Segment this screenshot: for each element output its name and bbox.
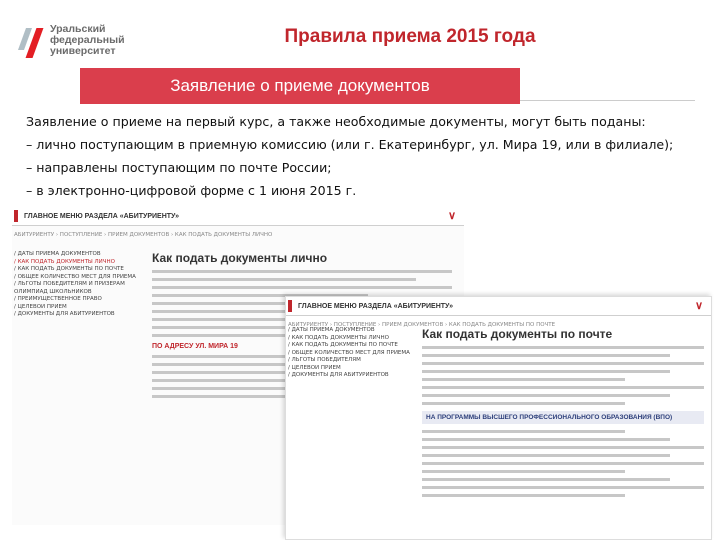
vpo-heading: НА ПРОГРАММЫ ВЫСШЕГО ПРОФЕССИОНАЛЬНОГО ОБРАЗОВАНИЯ (ВПО) [422,411,704,424]
text-placeholder [422,486,704,489]
text-placeholder [422,370,670,373]
sidebar-item[interactable]: / ОБЩЕЕ КОЛИЧЕСТВО МЕСТ ДЛЯ ПРИЕМА [14,273,136,280]
body-line: – направлены поступающим по почте России; [26,160,332,175]
body-line: Заявление о приеме на первый курс, а также необходимые документы, могут быть поданы: [26,114,646,129]
sidebar-item[interactable]: / КАК ПОДАТЬ ДОКУМЕНТЫ ПО ПОЧТЕ [288,342,398,348]
sidebar-item[interactable]: / ОБЩЕЕ КОЛИЧЕСТВО МЕСТ ДЛЯ ПРИЕМА [288,349,410,356]
text-placeholder [422,462,704,465]
logo-line: федеральный [50,34,125,46]
text-placeholder [422,386,704,389]
text-placeholder [152,278,416,281]
logo-line: Уральский [50,23,106,35]
sidebar-item[interactable]: / ДАТЫ ПРИЕМА ДОКУМЕНТОВ [14,251,101,257]
section-sidebar [14,251,138,319]
sidebar-item[interactable]: / КАК ПОДАТЬ ДОКУМЕНТЫ ПО ПОЧТЕ [14,266,124,272]
page-title: Правила приема 2015 года [284,26,536,47]
sidebar-item[interactable]: / ДАТЫ ПРИЕМА ДОКУМЕНТОВ [288,327,375,333]
content-heading: Как подать документы по почте [422,327,613,341]
text-placeholder [422,378,625,381]
section-sidebar [288,327,416,380]
sidebar-item[interactable]: / КАК ПОДАТЬ ДОКУМЕНТЫ ЛИЧНО [288,334,390,341]
text-placeholder [422,438,670,441]
sidebar-item[interactable]: / ПРЕИМУЩЕСТВЕННОЕ ПРАВО [14,296,102,302]
text-placeholder [422,478,670,481]
breadcrumb: АБИТУРИЕНТУ › ПОСТУПЛЕНИЕ › ПРИЕМ ДОКУМЕНТОВ › КАК ПОДАТЬ ДОКУМЕНТЫ ПО ПОЧТЕ [288,322,556,328]
main-menu-header[interactable] [286,297,711,316]
text-placeholder [422,362,704,365]
sidebar-item[interactable]: / ЦЕЛЕВОЙ ПРИЕМ [288,364,341,371]
text-placeholder [152,286,452,289]
text-placeholder [422,354,670,357]
text-placeholder [422,430,625,433]
sidebar-item[interactable]: / ЦЕЛЕВОЙ ПРИЕМ [14,303,67,310]
sidebar-item[interactable]: / ЛЬГОТЫ ПОБЕДИТЕЛЯМ И ПРИЗЕРАМ [14,281,125,287]
sidebar-item-active[interactable]: / КАК ПОДАТЬ ДОКУМЕНТЫ ЛИЧНО [14,258,116,265]
text-placeholder [422,454,670,457]
text-placeholder [422,402,625,405]
sidebar-item[interactable]: / ЛЬГОТЫ ПОБЕДИТЕЛЯМ [288,357,361,363]
text-placeholder [152,270,452,273]
sidebar-item[interactable]: ОЛИМПИАД ШКОЛЬНИКОВ [14,288,92,295]
logo-mark-icon [22,24,44,60]
section-banner: Заявление о приеме документов [80,68,520,104]
breadcrumb: АБИТУРИЕНТУ › ПОСТУПЛЕНИЕ › ПРИЕМ ДОКУМЕНТОВ › КАК ПОДАТЬ ДОКУМЕНТЫ ЛИЧНО [14,232,273,238]
body-text [26,110,706,202]
main-menu-title: ГЛАВНОЕ МЕНЮ РАЗДЕЛА «АБИТУРИЕНТУ» [298,302,454,310]
main-menu-title: ГЛАВНОЕ МЕНЮ РАЗДЕЛА «АБИТУРИЕНТУ» [24,212,180,220]
address-heading: ПО АДРЕСУ УЛ. МИРА 19 [152,343,238,350]
university-logo [22,24,125,60]
logo-text [50,24,125,57]
banner-divider [520,100,695,101]
chevron-down-icon[interactable]: ∨ [447,210,456,222]
main-menu-header[interactable] [12,207,464,226]
logo-line: университет [50,45,116,57]
text-placeholder [422,446,704,449]
body-line: – лично поступающим в приемную комиссию (или г. Екатеринбург, ул. Мира 19, или в филиале); [26,137,674,152]
website-screenshot-by-mail [285,296,712,540]
text-placeholder [422,394,670,397]
sidebar-item[interactable]: / ДОКУМЕНТЫ ДЛЯ АБИТУРИЕНТОВ [288,372,389,378]
main-content [422,327,704,502]
sidebar-item[interactable]: / ДОКУМЕНТЫ ДЛЯ АБИТУРИЕНТОВ [14,311,115,317]
text-placeholder [422,470,625,473]
text-placeholder [422,346,704,349]
body-line: – в электронно-цифровой форме с 1 июня 2015 г. [26,183,357,198]
text-placeholder [422,494,625,497]
chevron-down-icon[interactable]: ∨ [694,300,703,312]
content-heading: Как подать документы лично [152,251,328,265]
